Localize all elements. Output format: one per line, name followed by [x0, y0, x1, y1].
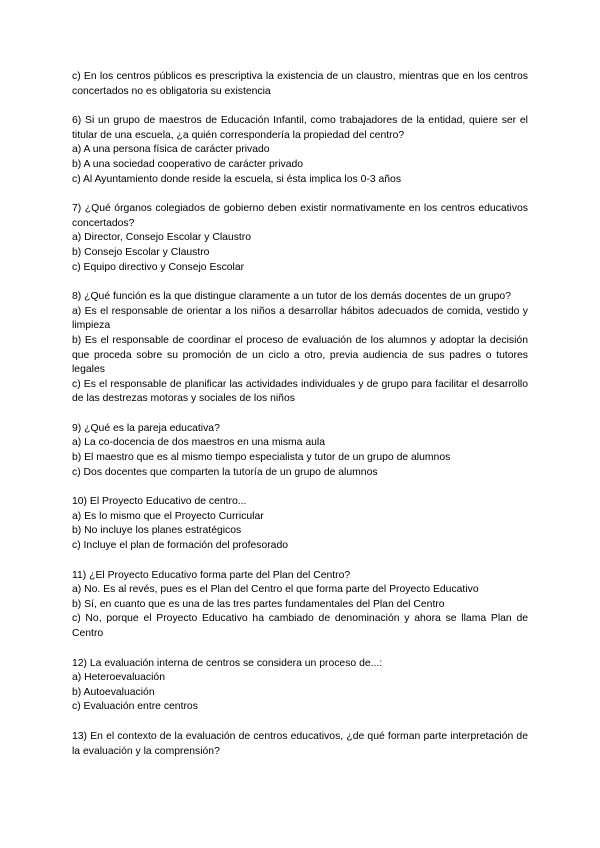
question-block-6: [72, 114, 528, 187]
answer-option: a) La co-docencia de dos maestros en una misma aula: [72, 437, 325, 449]
answer-option: b) Consejo Escolar y Claustro: [72, 246, 210, 258]
question-block-9: [72, 422, 528, 480]
answer-option: c) Al Ayuntamiento donde reside la escuela, si ésta implica los 0-3 años: [72, 173, 402, 185]
answer-option: c) Equipo directivo y Consejo Escolar: [72, 261, 245, 273]
answer-option: c) Dos docentes que comparten la tutoría de un grupo de alumnos: [72, 466, 378, 478]
question-text: 11) ¿El Proyecto Educativo forma parte del Plan del Centro?: [72, 569, 351, 581]
question-block-12: [72, 657, 528, 715]
question-text: 8) ¿Qué función es la que distingue claramente a un tutor de los demás docentes de un grupo?: [72, 291, 511, 303]
answer-option: b) El maestro que es al mismo tiempo especialista y tutor de un grupo de alumnos: [72, 452, 451, 464]
answer-option: b) Autoevaluación: [72, 686, 155, 698]
answer-option: a) No. Es al revés, pues es el Plan del Centro el que forma parte del Proyecto Educativo: [72, 584, 479, 596]
question-block-8: [72, 290, 528, 407]
question-block-10: [72, 495, 528, 553]
answer-option: a) Es el responsable de orientar a los niños a desarrollar hábitos adecuados de comida, vestido y limpieza: [72, 305, 528, 332]
question-block-7: [72, 202, 528, 275]
question-text: 7) ¿Qué órganos colegiados de gobierno deben existir normativamente en los centros educativos concertados?: [72, 203, 528, 229]
answer-option: b) No incluye los planes estratégicos: [72, 525, 242, 537]
question-block-11: [72, 569, 528, 642]
answer-option: b) A una sociedad cooperativo de carácter privado: [72, 158, 304, 170]
question-text: 6) Si un grupo de maestros de Educación Infantil, como trabajadores de la entidad, quiere ser el titular de una escuela, ¿a quién correspondería la propiedad del centro?: [72, 115, 528, 141]
question-text: 12) La evaluación interna de centros se considera un proceso de...:: [72, 657, 383, 669]
question-block-13: [72, 730, 528, 759]
answer-option: a) Es lo mismo que el Proyecto Curricular: [72, 510, 264, 522]
answer-option: c) Es el responsable de planificar las actividades individuales y de grupo para facilitar el desarrollo de las destrezas motoras y sociales de los niños: [72, 378, 528, 405]
answer-option: c) Evaluación entre centros: [72, 701, 198, 713]
question-text: 10) El Proyecto Educativo de centro...: [72, 496, 247, 508]
answer-option: b) Sí, en cuanto que es una de las tres partes fundamentales del Plan del Centro: [72, 598, 445, 610]
answer-option: c) Incluye el plan de formación del profesorado: [72, 540, 289, 552]
answer-option: a) Director, Consejo Escolar y Claustro: [72, 232, 252, 244]
answer-option: b) Es el responsable de coordinar el proceso de evaluación de los alumnos y adoptar la decisión que proceda sobre su promoción de un ciclo a otro, previa audiencia de sus padres o tutores legales: [72, 334, 528, 376]
document-page: [72, 70, 528, 774]
answer-option: a) Heteroevaluación: [72, 672, 165, 684]
answer-option: c) En los centros públicos es prescriptiva la existencia de un claustro, mientras que en los centros concertados no es obligatoria su existencia: [72, 71, 528, 97]
answer-option: a) A una persona física de carácter privado: [72, 144, 270, 156]
question-text: 9) ¿Qué es la pareja educativa?: [72, 422, 220, 434]
question-text: 13) En el contexto de la evaluación de centros educativos, ¿de qué forman parte interpretación de la evaluación y la comprensión?: [72, 730, 528, 757]
answer-option: c) No, porque el Proyecto Educativo ha cambiado de denominación y ahora se llama Plan de Centro: [72, 613, 528, 639]
question-block-5-tail: [72, 70, 528, 99]
